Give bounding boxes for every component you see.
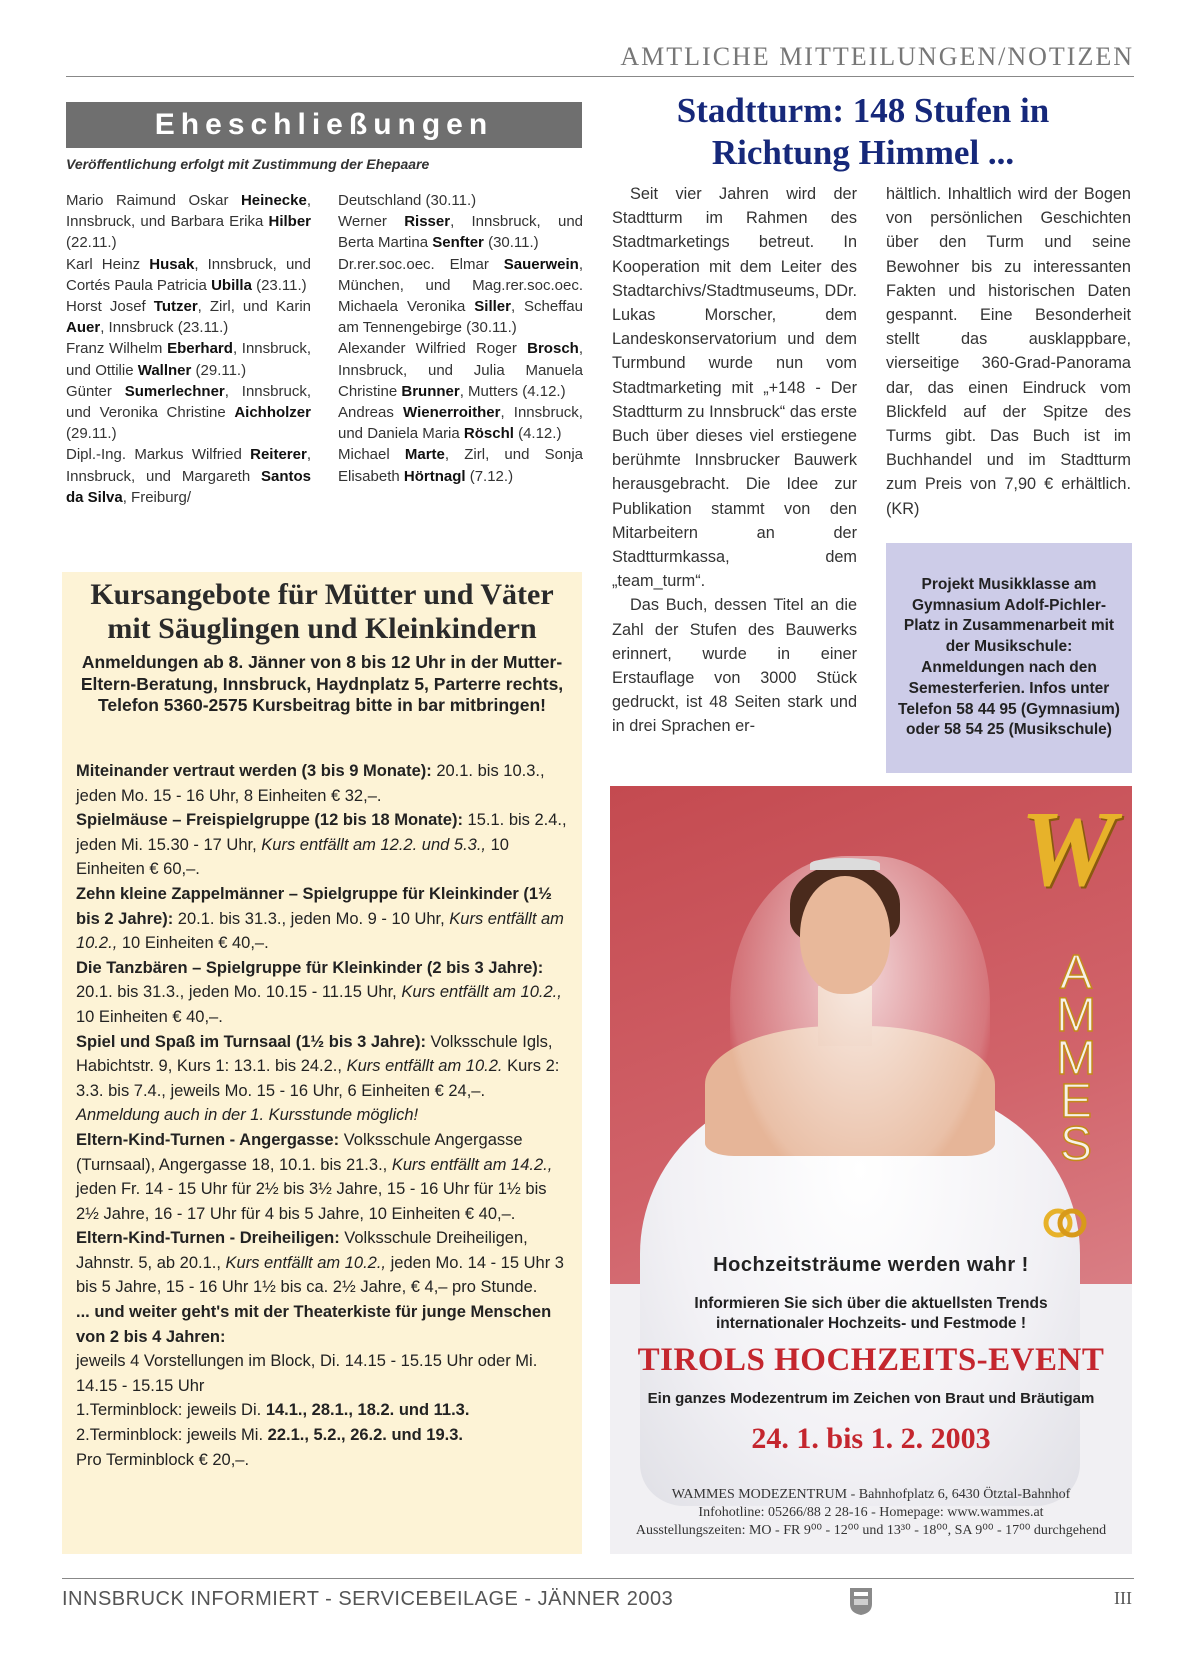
ad-dates: 24. 1. bis 1. 2. 2003	[751, 1422, 991, 1455]
term-price: Pro Terminblock € 20,–.	[76, 1450, 250, 1469]
logo-letter: E	[1059, 1075, 1092, 1128]
term-block: 1.Terminblock: jeweils Di. 14.1., 28.1., 18.2. und 11.3.	[76, 1401, 470, 1420]
course-item: Spiel und Spaß im Turnsaal (1½ bis 3 Jahre): Volksschule Igls, Habichtstr. 9, Kurs 1: 13.1. bis 24.2., Kurs entfällt am 10.2. Kurs 2: 3.3. bis 7.4., jeweils Mo. 15 - 16 Uhr, 6 Einheiten € 24,–. Anmeldung auch in der 1. Kursstunde möglich!	[76, 1032, 560, 1125]
term-block: 2.Terminblock: jeweils Mi. 22.1., 5.2., 26.2. und 19.3.	[76, 1426, 463, 1445]
marriages-heading: Eheschließungen	[66, 102, 582, 148]
music-class-text: Projekt Musikklasse am Gymnasium Adolf-Pichler-Platz in Zusammenarbeit mit der Musikschule: Anmeldungen nach den Semesterferien. Infos unter Telefon 58 44 95 (Gymnasium) oder 58 54 25 (Musikschule)	[898, 575, 1120, 739]
ad-address-block	[620, 1486, 1122, 1540]
logo-letter: A	[1059, 946, 1092, 999]
marriage-entry: Franz Wilhelm Eberhard, Innsbruck, und Ottilie Wallner (29.11.)	[66, 340, 311, 379]
wedding-advertisement	[610, 786, 1132, 1554]
marriage-entry: Karl Heinz Husak, Innsbruck, und Cortés Paula Patricia Ubilla (23.11.)	[66, 255, 311, 294]
course-item: Eltern-Kind-Turnen - Dreiheiligen: Volksschule Dreiheiligen, Jahnstr. 5, ab 20.1., Kurs entfällt am 10.2., jeden Mo. 14 - 15 Uhr 3 bis 5 Jahre, 15 - 16 Uhr 1½ bis ca. 2½ Jahre, € 4,– pro Stunde.	[76, 1229, 564, 1297]
course-item: Miteinander vertraut werden (3 bis 9 Monate): 20.1. bis 10.3., jeden Mo. 15 - 16 Uhr, 8 Einheiten € 32,–.	[76, 762, 545, 805]
courses-box	[62, 572, 582, 1554]
marriage-entry: Horst Josef Tutzer, Zirl, und Karin Auer, Innsbruck (23.11.)	[66, 298, 311, 337]
course-item: Eltern-Kind-Turnen - Angergasse: Volksschule Angergasse (Turnsaal), Angergasse 18, 10.1. bis 21.3., Kurs entfällt am 14.2., jeden Fr. 14 - 15 Uhr für 2½ bis 3½ Jahre, 15 - 16 Uhr für 1½ bis 2½ Jahre, 16 - 17 Uhr für 4 bis 5 Jahre, 10 Einheiten € 40,–.	[76, 1130, 553, 1223]
ad-event-title: TIROLS HOCHZEITS-EVENT	[637, 1342, 1105, 1378]
marriage-entry: Günter Sumerlechner, Innsbruck, und Veronika Christine Aichholzer (29.11.)	[66, 382, 311, 443]
header-rule	[66, 76, 1134, 77]
article-paragraph: Seit vier Jahren wird der Stadtturm im Rahmen des Stadtmarketings betreut. In Kooperation mit dem Leiter des Stadtarchivs/Stadtmuseums, DDr. Lukas Morscher, dem Landeskonservatorium und dem Turmbund wurde nun vom Stadtmarketing mit „+148 - Der Stadtturm zu Innsbruck“ das erste Buch über dieses viel erstiegene berühmte Innsbrucker Bauwerk herausgebracht. Die Idee zur Publikation stammt von den Mitarbeitern an der Stadtturmkassa, dem „team_turm“.	[612, 185, 857, 591]
ad-info: Informieren Sie sich über die aktuellsten Trends internationaler Hochzeits- und Festmode !	[694, 1295, 1048, 1332]
ad-hotline: Infohotline: 05266/88 2 28-16 - Homepage: www.wammes.at	[698, 1505, 1044, 1520]
ad-subtitle: Ein ganzes Modezentrum im Zeichen von Braut und Bräutigam	[647, 1390, 1095, 1407]
tiara-illustration	[810, 858, 880, 870]
wedding-rings-icon	[1042, 1206, 1088, 1240]
marriage-entry: Alexander Wilfried Roger Brosch, Innsbruck, und Julia Manuela Christine Brunner, Mutters (4.12.)	[338, 340, 583, 400]
marriages-subtitle: Veröffentlichung erfolgt mit Zustimmung der Ehepaare	[66, 156, 430, 172]
marriage-entry: Mario Raimund Oskar Heinecke, Innsbruck, und Barbara Erika Hilber (22.11.)	[66, 192, 311, 252]
courses-title: Kursangebote für Mütter und Väter mit Säuglingen und Kleinkindern	[90, 578, 554, 645]
article-column-2: hältlich. Inhaltlich wird der Bogen von persönlichen Geschichten über den Turm und seine Bewohner bis zu interessanten Fakten und historischen Daten gespannt. Eine Besonderheit stellt das ausklappbare, vierseitige 360-Grad-Panorama dar, das einen Eindruck vom Blickfeld auf der Spitze des Turms gibt. Das Buch ist im Buchhandel und im Stadtturm zum Preis von 7,90 € erhältlich. (KR)	[886, 185, 1131, 518]
logo-letter: M	[1056, 989, 1096, 1042]
music-class-notice	[886, 543, 1132, 773]
marriage-entry: Dr.rer.soc.oec. Elmar Sauerwein, München, und Mag.rer.soc.oec. Michaela Veronika Siller, Scheffau am Tennengebirge (30.11.)	[338, 255, 583, 337]
wammes-logo-w: W	[1020, 790, 1117, 909]
logo-letter: M	[1056, 1032, 1096, 1085]
course-item-text: jeweils 4 Vorstellungen im Block, Di. 14.15 - 15.15 Uhr oder Mi. 14.15 - 15.15 Uhr	[76, 1352, 538, 1395]
bride-face-illustration	[800, 876, 890, 994]
marriage-entry: Michael Marte, Zirl, und Sonja Elisabeth Hörtnagl (7.12.)	[338, 446, 583, 485]
courses-list	[76, 759, 570, 1472]
article-column-1	[612, 182, 857, 739]
ad-address: WAMMES MODEZENTRUM - Bahnhofplatz 6, 6430 Ötztal-Bahnhof	[671, 1487, 1071, 1502]
marriages-column-right	[338, 190, 583, 487]
marriage-entry-continued: Deutschland (30.11.)	[338, 192, 477, 209]
course-item: Zehn kleine Zappelmänner – Spielgruppe für Kleinkinder (1½ bis 2 Jahre): 20.1. bis 31.3., jeden Mo. 9 - 10 Uhr, Kurs entfällt am 10.2., 10 Einheiten € 40,–.	[76, 884, 564, 953]
wammes-logo-letters	[1056, 946, 1096, 1171]
article-paragraph: Das Buch, dessen Titel an die Zahl der Stufen des Bauwerks erinnert, wurde in einer Erstauflage von 3000 Stück gedruckt, ist 48 Seiten stark und in drei Sprachen er-	[612, 596, 857, 736]
ad-tagline: Hochzeitsträume werden wahr !	[713, 1254, 1029, 1276]
footer-rule	[62, 1578, 1134, 1579]
marriage-entry: Werner Risser, Innsbruck, und Berta Martina Senfter (30.11.)	[338, 213, 583, 252]
marriage-entry: Dipl.-Ing. Markus Wilfried Reiterer, Innsbruck, und Margareth Santos da Silva, Freiburg/	[66, 446, 311, 506]
logo-letter: S	[1059, 1118, 1092, 1171]
footer-text: INNSBRUCK INFORMIERT - SERVICEBEILAGE - JÄNNER 2003	[62, 1588, 674, 1610]
ad-hours: Ausstellungszeiten: MO - FR 9⁰⁰ - 12⁰⁰ und 13³⁰ - 18⁰⁰, SA 9⁰⁰ - 17⁰⁰ durchgehend	[635, 1523, 1107, 1538]
course-item: ... und weiter geht's mit der Theaterkiste für junge Menschen von 2 bis 4 Jahren:	[76, 1303, 552, 1346]
marriages-column-left	[66, 190, 311, 508]
page-number: III	[1114, 1588, 1132, 1608]
section-header: AMTLICHE MITTEILUNGEN/NOTIZEN	[620, 42, 1134, 71]
course-item: Die Tanzbären – Spielgruppe für Kleinkinder (2 bis 3 Jahre): 20.1. bis 31.3., jeden Mo. 10.15 - 11.15 Uhr, Kurs entfällt am 10.2., 10 Einheiten € 40,–.	[76, 958, 562, 1026]
city-crest-icon	[848, 1586, 874, 1616]
article-title: Stadtturm: 148 Stufen in Richtung Himmel ...	[676, 91, 1050, 172]
course-item: Spielmäuse – Freispielgruppe (12 bis 18 Monate): 15.1. bis 2.4., jeden Mi. 15.30 - 17 Uhr, Kurs entfällt am 12.2. und 5.3., 10 Einheiten € 60,–.	[76, 811, 567, 879]
courses-registration: Anmeldungen ab 8. Jänner von 8 bis 12 Uhr in der Mutter-Eltern-Beratung, Innsbruck, Haydnplatz 5, Parterre rechts, Telefon 5360-2575 Kursbeitrag bitte in bar mitbringen!	[80, 652, 564, 715]
marriage-entry: Andreas Wienerroither, Innsbruck, und Daniela Maria Röschl (4.12.)	[338, 404, 583, 443]
